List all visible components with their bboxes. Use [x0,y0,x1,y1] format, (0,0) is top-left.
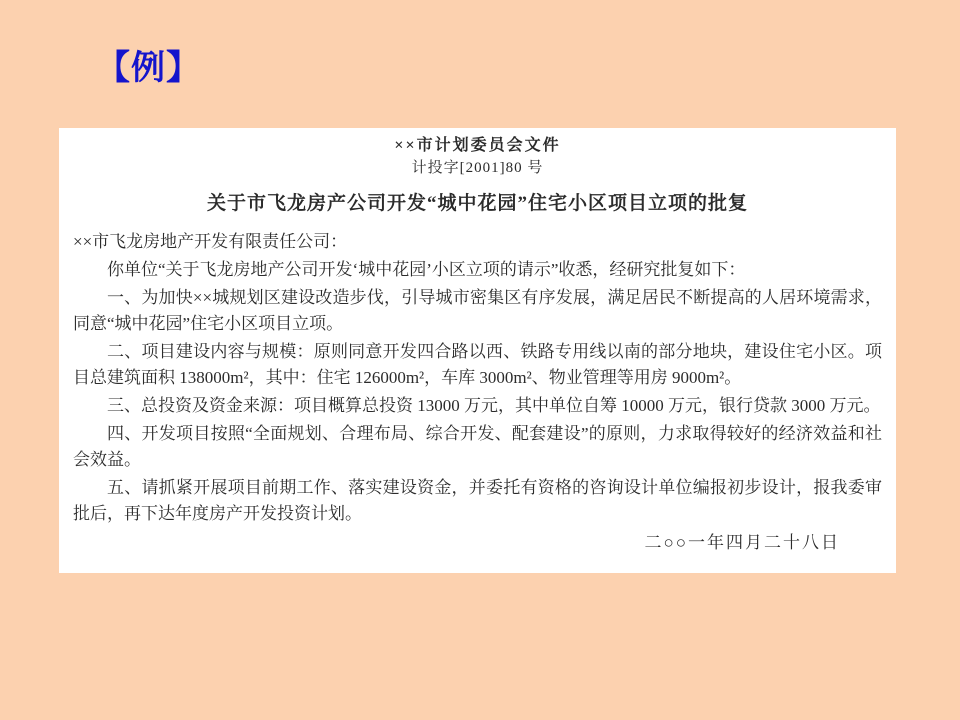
document-paragraph-item-3: 三、总投资及资金来源：项目概算总投资 13000 万元，其中单位自筹 10000 万元，银行贷款 3000 万元。 [107,396,881,415]
document-title: 关于市飞龙房产公司开发“城中花园”住宅小区项目立项的批复 [206,193,748,214]
document-date: 二○○一年四月二十八日 [644,533,840,552]
document-scan [59,128,896,573]
document-number: 计投字[2001]80 号 [411,160,544,176]
document-addressee: ××市飞龙房地产开发有限责任公司： [73,232,348,251]
document-paragraph-item-2: 二、项目建设内容与规模：原则同意开发四合路以西、铁路专用线以南的部分地块，建设住宅小区。项目总建筑面积 138000m²，其中：住宅 126000m²，车库 3000m²、物业管理等用房 9000m²。 [73,342,882,387]
document-paragraph-item-1: 一、为加快××城规划区建设改造步伐，引导城市密集区有序发展，满足居民不断提高的人居环境需求，同意“城中花园”住宅小区项目立项。 [73,288,882,333]
document-paragraph-intro: 你单位“关于飞龙房地产公司开发‘城中花园’小区立项的请示”收悉，经研究批复如下： [107,260,746,279]
document-paragraph-item-5: 五、请抓紧开展项目前期工作、落实建设资金，并委托有资格的咨询设计单位编报初步设计，报我委审批后，再下达年度房产开发投资计划。 [73,478,882,523]
slide-title: 【例】 [96,50,201,87]
document-body [73,257,882,527]
document-paragraph-item-4: 四、开发项目按照“全面规划、合理布局、综合开发、配套建设”的原则，力求取得较好的经济效益和社会效益。 [73,424,882,469]
document-issuer: ××市计划委员会文件 [394,137,561,154]
